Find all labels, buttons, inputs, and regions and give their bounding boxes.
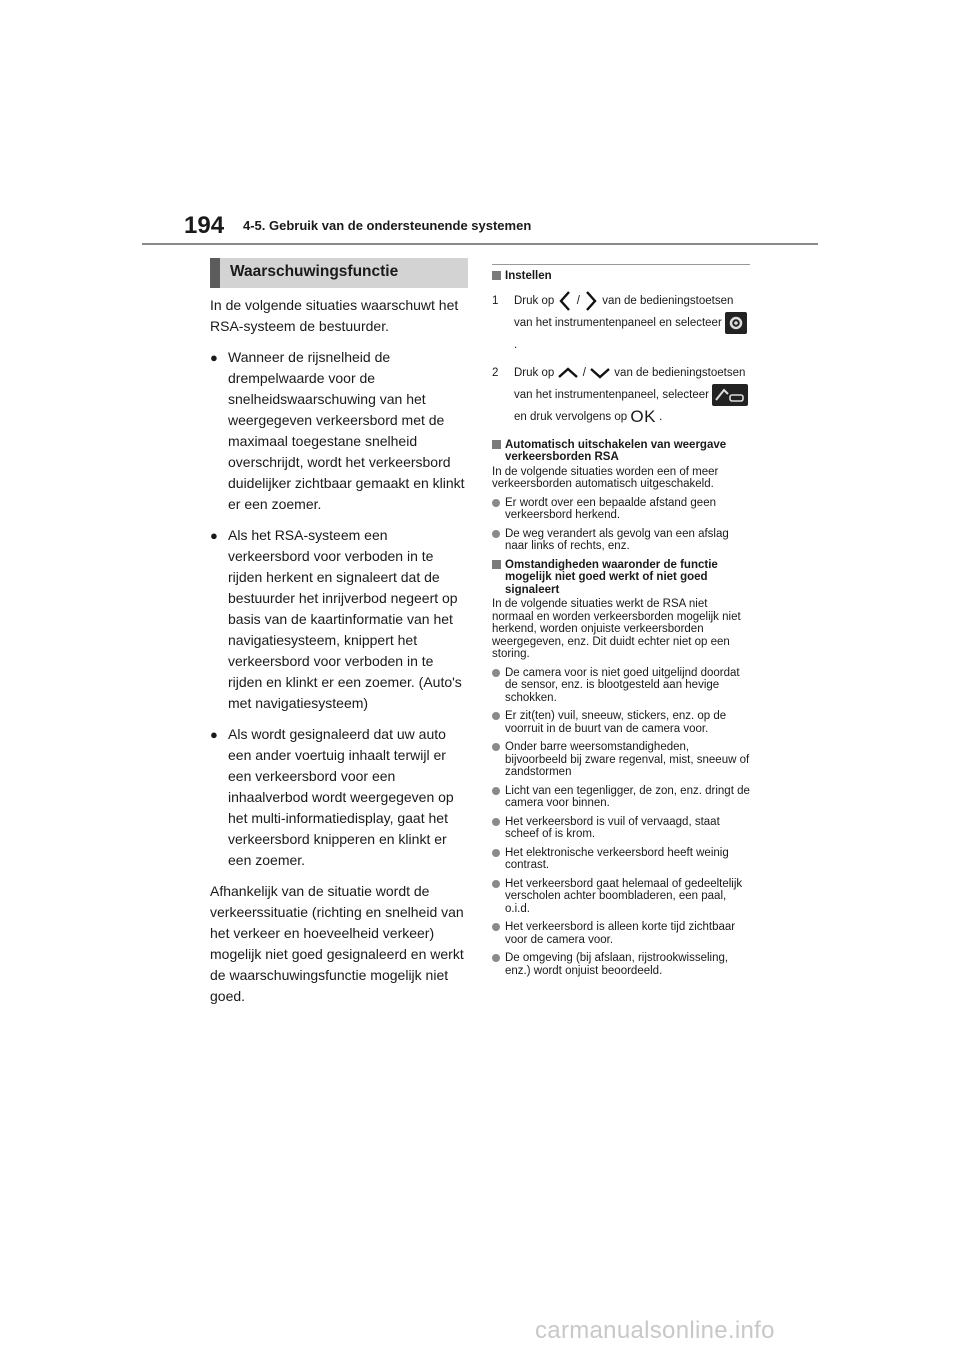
step-text: . xyxy=(659,410,663,423)
driver-assist-icon xyxy=(712,384,748,406)
step-text: en druk vervolgens op xyxy=(514,410,628,423)
list-item: Het verkeersbord is vuil of vervaagd, staat scheef of is krom. xyxy=(492,816,750,841)
list-item: Licht van een tegenligger, de zon, enz. dringt de camera voor binnen. xyxy=(492,785,750,810)
chevron-right-icon xyxy=(583,290,599,312)
conditions-intro: In de volgende situaties werkt de RSA niet normaal en worden verkeersborden mogelijk niet herkend, worden onjuiste verkeersborden weergegeven, enz. Dit duidt echter niet op een storing. xyxy=(492,598,741,661)
column-rule xyxy=(492,264,750,265)
square-bullet-icon xyxy=(492,560,501,569)
settings-gear-icon xyxy=(725,312,747,334)
bullet-icon xyxy=(492,880,500,888)
step-2 xyxy=(492,362,750,428)
list-item xyxy=(210,347,468,515)
step-text: Druk op xyxy=(514,366,555,379)
bullet-icon: ● xyxy=(210,350,218,365)
bullet-icon xyxy=(492,923,500,931)
bullet-icon xyxy=(492,818,500,826)
section-heading: Waarschuwingsfunctie xyxy=(210,258,468,288)
list-item: Het elektronische verkeersbord heeft weinig contrast. xyxy=(492,847,750,872)
list-item: Het verkeersbord is alleen korte tijd zichtbaar voor de camera voor. xyxy=(492,921,750,946)
list-item: Er zit(ten) vuil, sneeuw, stickers, enz. op de voorruit in de buurt van de camera voor. xyxy=(492,710,750,735)
list-item xyxy=(210,724,468,871)
list-item: De camera voor is niet goed uitgelijnd doordat de sensor, enz. is blootgesteld aan hevige schokken. xyxy=(492,667,750,705)
step-number: 1 xyxy=(492,294,499,307)
chevron-down-icon xyxy=(589,366,611,380)
list-item: De weg verandert als gevolg van een afslag naar links of rechts, enz. xyxy=(492,528,750,553)
bullet-icon xyxy=(492,712,500,720)
subheading-auto-off: Automatisch uitschakelen van weergave verkeersborden RSA xyxy=(492,439,750,464)
list-item: Er wordt over een bepaalde afstand geen verkeersbord herkend. xyxy=(492,497,750,522)
bullet-icon: ● xyxy=(210,528,218,543)
closing-paragraph: Afhankelijk van de situatie wordt de verkeerssituatie (richting en snelheid van het verkeer en hoeveelheid verkeer) mogelijk niet goed gesignaleerd en werkt de waarschuwingsfunctie mogelijk niet goed. xyxy=(210,883,464,1004)
bullet-icon xyxy=(492,669,500,677)
list-item-text: Als wordt gesignaleerd dat uw auto een ander voertuig inhaalt terwijl er een verkeersbord voor een inhaalverbod wordt weergegeven op het multi-informatiedisplay, gaat het verkeersbord knipperen en klinkt er een zoemer. xyxy=(228,726,454,868)
step-separator: / xyxy=(576,294,580,307)
step-number: 2 xyxy=(492,366,499,379)
list-item-text: Wanneer de rijsnelheid de drempelwaarde voor de snelheidswaarschuwing van het weergegeven verkeersbord met de maximaal toegestane snelheid overschrijdt, wordt het verkeersbord duidelijker zichtbaar gemaakt en klinkt er een zoemer. xyxy=(228,349,465,512)
step-text: van de bedieningstoetsen van het instrumentenpaneel en selecteer xyxy=(514,294,734,329)
ok-button-icon: OK xyxy=(630,406,656,426)
step-text: Druk op xyxy=(514,294,555,307)
subheading-instellen: Instellen xyxy=(492,270,750,283)
chevron-left-icon xyxy=(557,290,573,312)
bullet-icon xyxy=(492,787,500,795)
step-1 xyxy=(492,290,750,356)
list-item: De omgeving (bij afslaan, rijstrookwisseling, enz.) wordt onjuist beoordeeld. xyxy=(492,952,750,977)
square-bullet-icon xyxy=(492,271,501,280)
section-title: 4-5. Gebruik van de ondersteunende systemen xyxy=(243,218,532,233)
auto-off-intro: In de volgende situaties worden een of meer verkeersborden automatisch uitgeschakeld. xyxy=(492,465,719,491)
step-text: van de bedieningstoetsen van het instrumentenpaneel, selecteer xyxy=(514,366,746,401)
right-column xyxy=(492,264,750,983)
step-text: . xyxy=(514,338,518,351)
bullet-icon xyxy=(492,530,500,538)
list-item: Het verkeersbord gaat helemaal of gedeeltelijk verscholen achter boombladeren, een paal, o.i.d. xyxy=(492,878,750,916)
intro-paragraph: In de volgende situaties waarschuwt het RSA-systeem de bestuurder. xyxy=(210,297,459,334)
bullet-icon xyxy=(492,743,500,751)
list-item-text: Als het RSA-systeem een verkeersbord voor verboden in te rijden herkent en signaleert dat de bestuurder het inrijverbod negeert op basis van de kaartinformatie van het navigatiesysteem, knippert het verkeersbord voor verboden in te rijden en klinkt er een zoemer. (Auto's met navigatiesysteem) xyxy=(228,527,462,711)
bullet-icon: ● xyxy=(210,727,218,742)
bullet-icon xyxy=(492,499,500,507)
bullet-icon xyxy=(492,954,500,962)
header-rule xyxy=(142,243,818,245)
list-item xyxy=(210,525,468,714)
page-number: 194 xyxy=(184,212,225,239)
left-column xyxy=(210,258,468,1017)
bullet-icon xyxy=(492,849,500,857)
list-item: Onder barre weersomstandigheden, bijvoorbeeld bij zware regenval, mist, sneeuw of zandstormen xyxy=(492,741,750,779)
subheading-conditions: Omstandigheden waaronder de functie mogelijk niet goed werkt of niet goed signaleert xyxy=(492,559,750,597)
step-separator: / xyxy=(582,366,586,379)
chevron-up-icon xyxy=(557,366,579,380)
watermark: carmanualsonline.info xyxy=(535,1317,775,1344)
square-bullet-icon xyxy=(492,440,501,449)
